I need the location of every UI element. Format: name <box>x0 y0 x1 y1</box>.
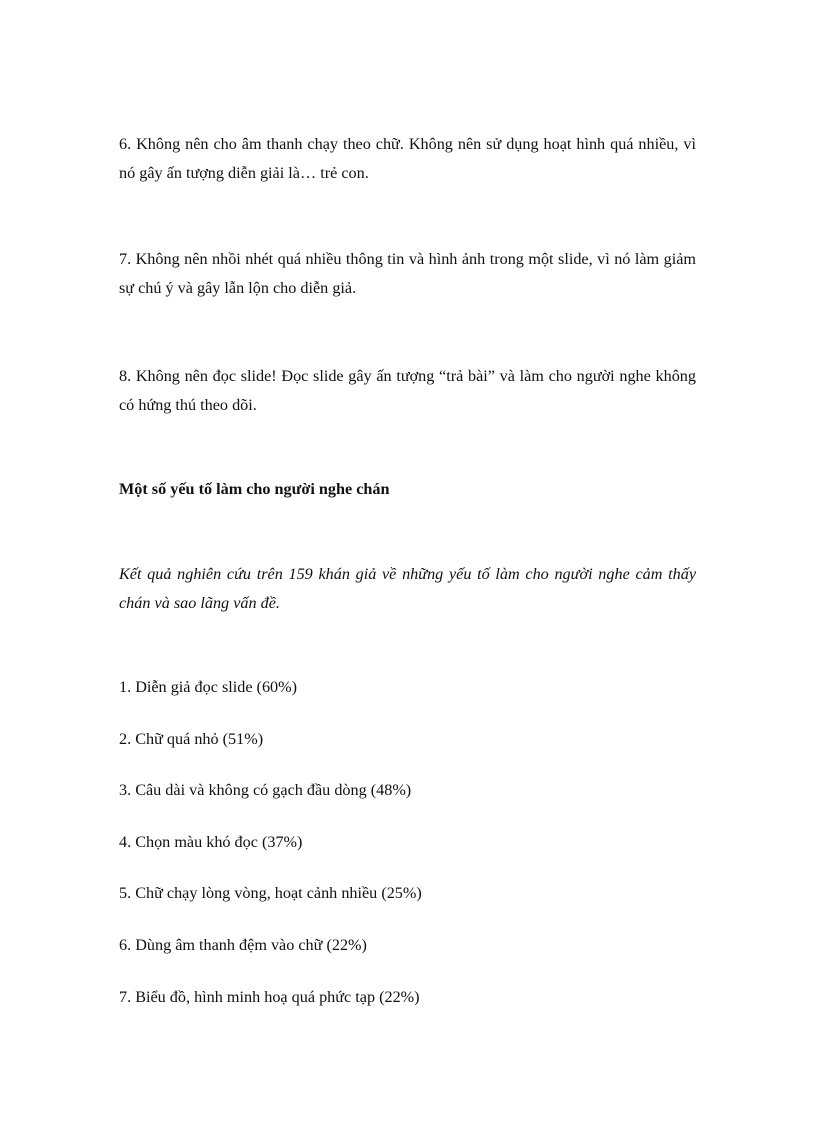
list-item: 3. Câu dài và không có gạch đầu dòng (48%) <box>119 781 412 799</box>
list-item: 5. Chữ chạy lòng vòng, hoạt cảnh nhiều (25%) <box>119 884 422 902</box>
paragraph-tip-6: 6. Không nên cho âm thanh chạy theo chữ. Không nên sử dụng hoạt hình quá nhiều, vì nó gây ấn tượng diễn giải là… trẻ con. <box>119 135 696 182</box>
list-item: 4. Chọn màu khó đọc (37%) <box>119 833 303 851</box>
list-item: 6. Dùng âm thanh đệm vào chữ (22%) <box>119 936 367 954</box>
section-heading: Một số yếu tố làm cho người nghe chán <box>119 480 390 498</box>
list-item: 7. Biểu đồ, hình minh hoạ quá phức tạp (22%) <box>119 988 420 1006</box>
paragraph-tip-7: 7. Không nên nhồi nhét quá nhiều thông tin và hình ảnh trong một slide, vì nó làm giảm sự chú ý và gây lẫn lộn cho diễn giả. <box>119 250 696 297</box>
paragraph-tip-8: 8. Không nên đọc slide! Đọc slide gây ấn tượng “trả bài” và làm cho người nghe không có hứng thú theo dõi. <box>119 367 696 414</box>
list-item: 2. Chữ quá nhỏ (51%) <box>119 730 264 748</box>
research-intro: Kết quả nghiên cứu trên 159 khán giả về những yếu tố làm cho người nghe cảm thấy chán và sao lãng vấn đề. <box>119 565 696 612</box>
list-item: 1. Diễn giả đọc slide (60%) <box>119 678 298 696</box>
